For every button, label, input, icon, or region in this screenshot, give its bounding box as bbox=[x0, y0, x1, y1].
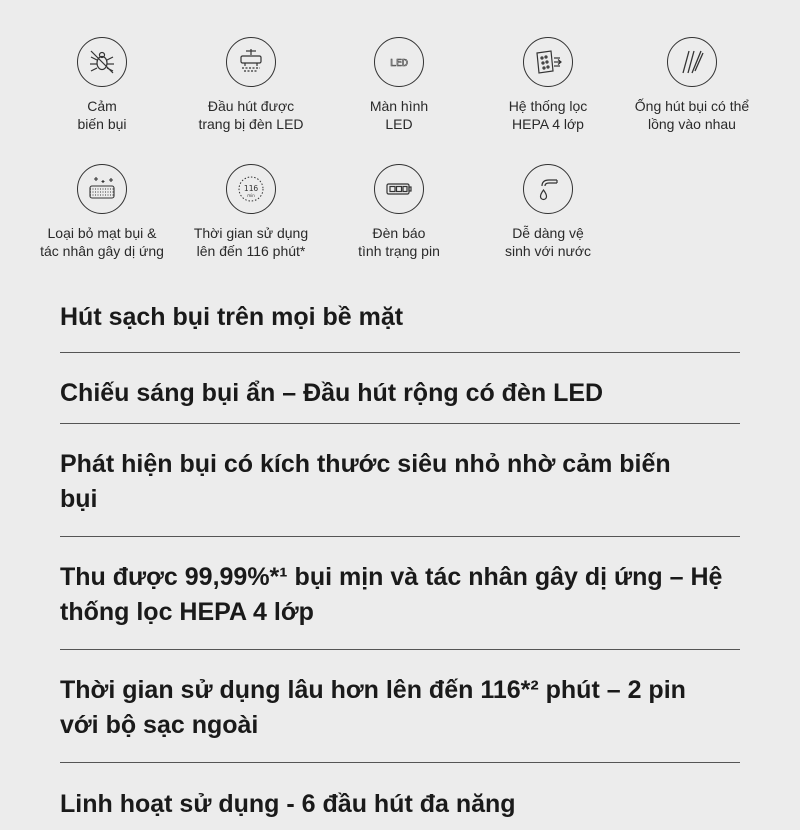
dust-sensor-icon bbox=[77, 37, 127, 87]
feature-label: Ống hút bụi có thể lồng vào nhau bbox=[634, 98, 750, 132]
divider bbox=[60, 762, 740, 763]
feature-hepa-filter bbox=[473, 37, 623, 133]
hepa-filter-icon bbox=[523, 37, 573, 87]
divider bbox=[60, 649, 740, 650]
divider bbox=[60, 423, 740, 424]
heading-accessories: Linh hoạt sử dụng - 6 đầu hút đa năng bbox=[60, 790, 516, 818]
feature-dust-sensor bbox=[27, 37, 177, 133]
heading-runtime: Thời gian sử dụng lâu hơn lên đến 116*² phút – 2 pin với bộ sạc ngoài bbox=[60, 676, 686, 739]
runtime-timer-icon bbox=[226, 164, 276, 214]
runtime-icon-unit: min bbox=[247, 193, 255, 198]
feature-water-wash bbox=[473, 164, 623, 260]
feature-battery-indicator bbox=[324, 164, 474, 260]
divider bbox=[60, 352, 740, 353]
heading-hepa-filter: Thu được 99,99%*¹ bụi mịn và tác nhân gây dị ứng – Hệ thống lọc HEPA 4 lớp bbox=[60, 563, 723, 626]
heading-led-head: Chiếu sáng bụi ẩn – Đầu hút rộng có đèn LED bbox=[60, 379, 604, 407]
heading-surface-cleaning: Hút sạch bụi trên mọi bề mặt bbox=[60, 303, 404, 331]
feature-label: Hệ thống lọc HEPA 4 lớp bbox=[508, 98, 588, 132]
feature-label: Dễ dàng vệ sinh với nước bbox=[504, 225, 592, 259]
feature-telescopic-tube bbox=[617, 37, 767, 133]
feature-runtime bbox=[176, 164, 326, 260]
feature-mite-removal bbox=[27, 164, 177, 260]
feature-led-head bbox=[176, 37, 326, 133]
feature-label: Loại bỏ mạt bụi & tác nhân gây dị ứng bbox=[40, 225, 164, 259]
heading-dust-sensor: Phát hiện bụi có kích thước siêu nhỏ nhờ cảm biến bụi bbox=[60, 450, 671, 513]
feature-led-display bbox=[324, 37, 474, 133]
battery-indicator-icon bbox=[374, 164, 424, 214]
mattress-mite-icon bbox=[77, 164, 127, 214]
feature-label: Màn hình LED bbox=[369, 98, 429, 132]
runtime-icon-number: 116 bbox=[243, 184, 259, 193]
feature-label: Đèn báo tình trạng pin bbox=[358, 225, 440, 259]
feature-icon-grid bbox=[0, 0, 800, 280]
feature-label: Đầu hút được trang bị đèn LED bbox=[198, 98, 304, 132]
led-display-icon-text: LED bbox=[389, 58, 409, 69]
feature-label: Cảm biến bụi bbox=[77, 98, 127, 132]
feature-label: Thời gian sử dụng lên đến 116 phút* bbox=[193, 225, 309, 259]
led-head-icon bbox=[226, 37, 276, 87]
water-wash-icon bbox=[523, 164, 573, 214]
led-display-icon bbox=[374, 37, 424, 87]
telescopic-tube-icon bbox=[667, 37, 717, 87]
divider bbox=[60, 536, 740, 537]
